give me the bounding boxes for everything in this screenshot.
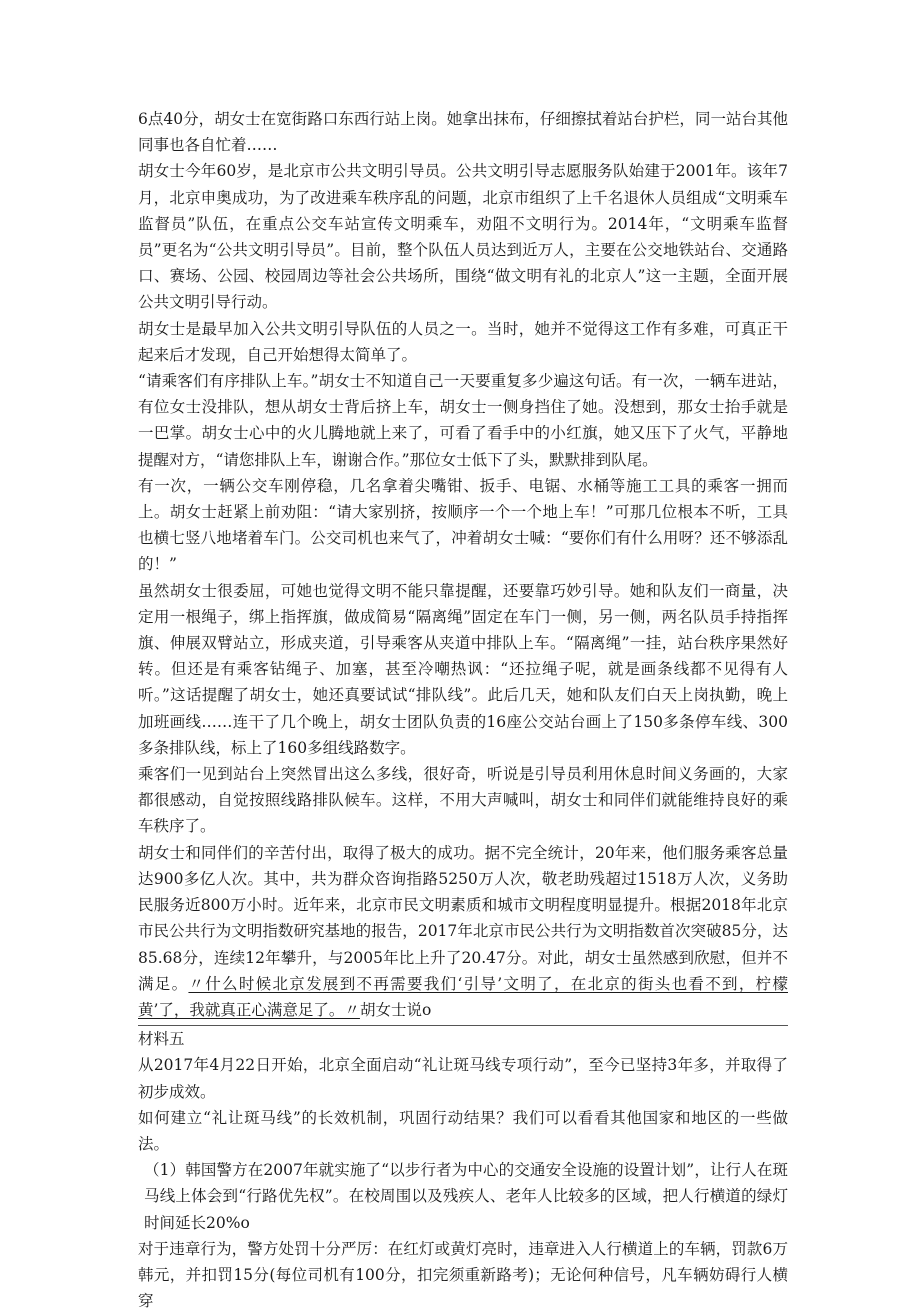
section-title: 材料五 <box>138 1030 185 1049</box>
paragraph-8 <box>138 840 788 1023</box>
section-paragraph-1: 从2017年4月22日开始，北京全面启动“礼让斑马线专项行动”，至今已坚持3年多，并取得了初步成效。 <box>138 1056 788 1101</box>
paragraph-8-tail: 胡女士说o <box>359 1000 432 1019</box>
document-page <box>138 106 788 1314</box>
paragraph-3: 胡女士是最早加入公共文明引导队伍的人员之一。当时，她并不觉得这工作有多难，可真正干起来后才发现，自己开始想得太简单了。 <box>138 319 788 364</box>
underlined-quote: 〃什么时候北京发展到不再需要我们‘引导’文明了，在北京的街头也看不到，柠檬黄’了，我就真正心满意足了。〃 <box>138 974 788 1019</box>
paragraph-2: 胡女士今年60岁，是北京市公共文明引导员。公共文明引导志愿服务队始建于2001年。该年7月，北京申奥成功，为了改进乘车秩序乱的问题，北京市组织了上千名退休人员组成“文明乘车监督员”队伍，在重点公交车站宣传文明乘车，劝阻不文明行为。2014年，“文明乘车监督员”更名为“公共文明引导员”。目前，整个队伍人员达到近万人，主要在公交地铁站台、交通路口、赛场、公园、校园周边等社会公共场所，围绕“做文明有礼的北京人”这一主题，全面开展公共文明引导行动。 <box>138 162 788 312</box>
section-paragraph-2: 如何建立“礼让斑马线”的长效机制，巩固行动结果？我们可以看看其他国家和地区的一些做法。 <box>138 1108 788 1153</box>
section-paragraph-3: （1）韩国警方在2007年就实施了“以步行者为中心的交通安全设施的设置计划”，让行人在斑马线上体会到“行路优先权”。在校周围以及残疾人、老年人比较多的区域，把人行横道的绿灯时间延长20%o <box>144 1161 788 1232</box>
section-paragraph-4: 对于违章行为，警方处罚十分严厉：在红灯或黄灯亮时，违章进入人行横道上的车辆，罚款6万韩元，并扣罚15分(每位司机有100分，扣完须重新路考)；无论何种信号，凡车辆妨碍行人横穿 <box>138 1239 788 1311</box>
paragraph-5: 有一次，一辆公交车刚停稳，几名拿着尖嘴钳、扳手、电锯、水桶等施工工具的乘客一拥而上。胡女士赶紧上前劝阻：“请大家别挤，按顺序一个一个地上车！”可那几位根本不听，工具也横七竖八地堵着车门。公交司机也来气了，冲着胡女士喊：“要你们有什么用呀？还不够添乱的！” <box>138 476 788 574</box>
paragraph-8-text: 胡女士和同伴们的辛苦付出，取得了极大的成功。据不完全统计，20年来，他们服务乘客总量达900多亿人次。其中，共为群众咨询指路5250万人次，敬老助残超过1518万人次，义务助民服务近800万小时。近年来，北京市民文明素质和城市文明程度明显提升。根据2018年北京市民公共行为文明指数研究基地的报告，2017年北京市民公共行为文明指数首次突破85分，达85.68分，连续12年攀升，与2005年比上升了20.47分。对此，胡女士虽然感到欣慰，但并不满足。 <box>138 843 788 993</box>
paragraph-1: 6点40分，胡女士在宽街路口东西行站上岗。她拿出抹布，仔细擦拭着站台护栏，同一站台其他同事也各自忙着…… <box>138 110 788 155</box>
paragraph-7: 乘客们一见到站台上突然冒出这么多线，很好奇，听说是引导员利用休息时间义务画的，大家都很感动，自觉按照线路排队候车。这样，不用大声喊叫，胡女士和同伴们就能维持良好的乘车秩序了。 <box>138 765 788 836</box>
paragraph-4: “请乘客们有序排队上车。”胡女士不知道自己一天要重复多少遍这句话。有一次，一辆车进站，有位女士没排队，想从胡女士背后挤上车，胡女士一侧身挡住了她。没想到，那女士抬手就是一巴掌。胡女士心中的火儿腾地就上来了，可看了看手中的小红旗，她又压下了火气，平静地提醒对方，“请您排队上车，谢谢合作。”那位女士低下了头，默默排到队尾。 <box>138 372 788 469</box>
paragraph-6: 虽然胡女士很委屈，可她也觉得文明不能只靠提醒，还要靠巧妙引导。她和队友们一商量，决定用一根绳子，绑上指挥旗，做成简易“隔离绳”固定在车门一侧，另一侧，两名队员手持指挥旗、伸展双臂站立，形成夹道，引导乘客从夹道中排队上车。“隔离绳”一挂，站台秩序果然好转。但还是有乘客钻绳子、加塞，甚至冷嘲热讽：“还拉绳子呢，就是画条线都不见得有人听。”这话提醒了胡女士，她还真要试试“排队线”。此后几天，她和队友们白天上岗执勤，晚上加班画线……连干了几个晚上，胡女士团队负责的16座公交站台画上了150多条停车线、300多条排队线，标上了160多组线路数字。 <box>138 581 788 757</box>
